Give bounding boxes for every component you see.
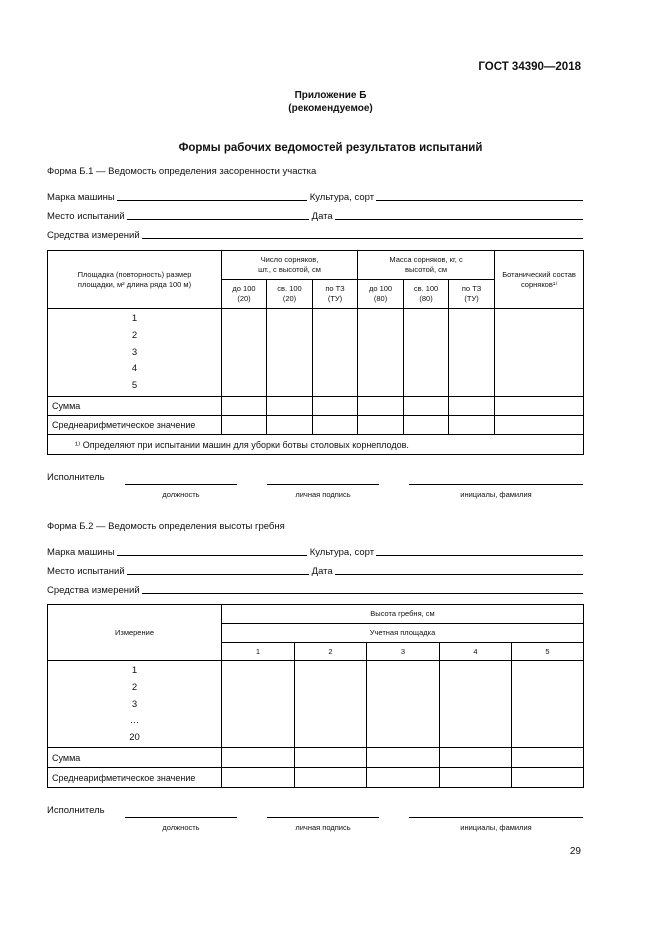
form1-tools-label: Средства измерений	[47, 230, 140, 241]
col-botanic-header: Ботанический состав сорняков¹⁾	[495, 251, 584, 309]
footnote: ¹⁾ Определяют при испытании машин для уборки ботвы столовых корнеплодов.	[48, 435, 584, 455]
plot-number: 5	[131, 380, 138, 392]
data-cell[interactable]	[440, 661, 512, 748]
form1-place-label: Место испытаний	[47, 211, 125, 222]
sub-header: до 100 (80)	[358, 280, 404, 309]
name-caption: инициалы, фамилия	[460, 490, 532, 499]
sum-label: Сумма	[48, 397, 222, 416]
sum-cell[interactable]	[222, 748, 295, 768]
group-plot-header: Учетная площадка	[222, 624, 584, 643]
mean-cell[interactable]	[440, 768, 512, 788]
form1-tools-line[interactable]	[142, 237, 583, 239]
form1-culture-line[interactable]	[376, 199, 583, 201]
data-cell[interactable]	[267, 309, 313, 397]
plot-header: 1	[222, 643, 295, 661]
mean-cell[interactable]	[267, 416, 313, 435]
appendix-heading	[0, 89, 661, 115]
form2-row-machine	[47, 544, 583, 558]
standard-number: ГОСТ 34390—2018	[478, 61, 581, 73]
measurement-number: 20	[129, 732, 140, 744]
sum-label: Сумма	[48, 748, 222, 768]
mean-cell[interactable]	[313, 416, 358, 435]
sum-cell[interactable]	[495, 397, 584, 416]
mean-cell[interactable]	[358, 416, 404, 435]
data-cell[interactable]	[295, 661, 367, 748]
data-cell[interactable]	[222, 309, 267, 397]
sum-cell[interactable]	[440, 748, 512, 768]
measurement-number: 2	[131, 681, 138, 693]
mean-cell[interactable]	[222, 416, 267, 435]
position-line[interactable]	[125, 816, 237, 818]
form2-machine-label: Марка машины	[47, 547, 115, 558]
data-cell[interactable]	[313, 309, 358, 397]
plot-header: 2	[295, 643, 367, 661]
data-cell[interactable]	[367, 661, 440, 748]
plot-number: 4	[131, 363, 138, 375]
data-cell[interactable]	[222, 661, 295, 748]
form2-tools-label: Средства измерений	[47, 585, 140, 596]
appendix-subtitle: (рекомендуемое)	[288, 103, 373, 114]
mean-cell[interactable]	[495, 416, 584, 435]
form1-signature	[47, 472, 583, 506]
mean-cell[interactable]	[449, 416, 495, 435]
form2-machine-line[interactable]	[117, 554, 307, 556]
form1-date-line[interactable]	[335, 218, 583, 220]
data-cell[interactable]	[512, 661, 584, 748]
sum-cell[interactable]	[267, 397, 313, 416]
sum-cell[interactable]	[512, 748, 584, 768]
measurement-numbers	[48, 661, 222, 748]
data-cell[interactable]	[449, 309, 495, 397]
plot-header: 5	[512, 643, 584, 661]
forms-title: Формы рабочих ведомостей результатов испытаний	[178, 142, 483, 154]
sub-header: по ТЗ (ТУ)	[313, 280, 358, 309]
sum-cell[interactable]	[295, 748, 367, 768]
appendix-title: Приложение Б	[294, 90, 367, 101]
position-caption: должность	[162, 490, 200, 499]
form2-row-place	[47, 563, 583, 577]
mean-label: Среднеарифметическое значение	[48, 416, 222, 435]
form1-place-line[interactable]	[127, 218, 309, 220]
position-caption: должность	[162, 823, 200, 832]
sum-cell[interactable]	[358, 397, 404, 416]
form1-row-tools	[47, 227, 583, 241]
form2-tools-line[interactable]	[142, 592, 583, 594]
measurement-number: 1	[131, 665, 138, 676]
sub-header: до 100 (20)	[222, 280, 267, 309]
group-height-header: Высота гребня, см	[222, 605, 584, 624]
plot-numbers	[48, 309, 222, 397]
mean-cell[interactable]	[295, 768, 367, 788]
form2-place-label: Место испытаний	[47, 566, 125, 577]
mean-label: Среднеарифметическое значение	[48, 768, 222, 788]
form2-row-tools	[47, 582, 583, 596]
form2-table	[47, 604, 584, 788]
form1-date-label: Дата	[311, 211, 333, 222]
name-line[interactable]	[409, 816, 583, 818]
sum-cell[interactable]	[449, 397, 495, 416]
plot-header: 3	[367, 643, 440, 661]
mean-cell[interactable]	[222, 768, 295, 788]
sub-header: св. 100 (20)	[267, 280, 313, 309]
sub-header: по ТЗ (ТУ)	[449, 280, 495, 309]
form2-culture-label: Культура, сорт	[309, 547, 375, 558]
form1-caption: Форма Б.1 — Ведомость определения засоренности участка	[47, 166, 317, 177]
mean-cell[interactable]	[404, 416, 449, 435]
mean-cell[interactable]	[367, 768, 440, 788]
signature-line[interactable]	[267, 483, 379, 485]
data-cell[interactable]	[495, 309, 584, 397]
form2-caption: Форма Б.2 — Ведомость определения высоты гребня	[47, 521, 285, 532]
plot-number: 2	[131, 329, 138, 341]
col-area-header: Площадка (повторность) размер площадки, м² длина ряда 100 м)	[48, 251, 222, 309]
name-line[interactable]	[409, 483, 583, 485]
measurement-number: 3	[131, 698, 138, 710]
sub-header: св. 100 (80)	[404, 280, 449, 309]
sum-cell[interactable]	[404, 397, 449, 416]
mean-cell[interactable]	[512, 768, 584, 788]
name-caption: инициалы, фамилия	[460, 823, 532, 832]
form1-culture-label: Культура, сорт	[309, 192, 375, 203]
form2-date-label: Дата	[311, 566, 333, 577]
form2-signature	[47, 805, 583, 839]
data-cell[interactable]	[358, 309, 404, 397]
plot-header: 4	[440, 643, 512, 661]
performer-label: Исполнитель	[47, 472, 105, 483]
form2-place-line[interactable]	[127, 573, 309, 575]
sum-cell[interactable]	[222, 397, 267, 416]
form1-row-machine	[47, 189, 583, 203]
plot-number: 3	[131, 346, 138, 358]
form1-row-place	[47, 208, 583, 222]
form1-machine-label: Марка машины	[47, 192, 115, 203]
page-number: 29	[569, 846, 581, 857]
signature-line[interactable]	[267, 816, 379, 818]
plot-number: 1	[131, 313, 138, 324]
signature-caption: личная подпись	[295, 823, 351, 832]
sum-cell[interactable]	[313, 397, 358, 416]
col-measure-header: Измерение	[48, 605, 222, 661]
form2-culture-line[interactable]	[376, 554, 583, 556]
form1-table	[47, 250, 584, 455]
position-line[interactable]	[125, 483, 237, 485]
data-cell[interactable]	[404, 309, 449, 397]
performer-label: Исполнитель	[47, 805, 105, 816]
form2-date-line[interactable]	[335, 573, 583, 575]
group-count-header: Число сорняков, шт., с высотой, см	[222, 251, 358, 280]
signature-caption: личная подпись	[295, 490, 351, 499]
form1-machine-line[interactable]	[117, 199, 307, 201]
group-mass-header: Масса сорняков, кг, с высотой, см	[358, 251, 495, 280]
sum-cell[interactable]	[367, 748, 440, 768]
measurement-number: …	[129, 715, 140, 727]
